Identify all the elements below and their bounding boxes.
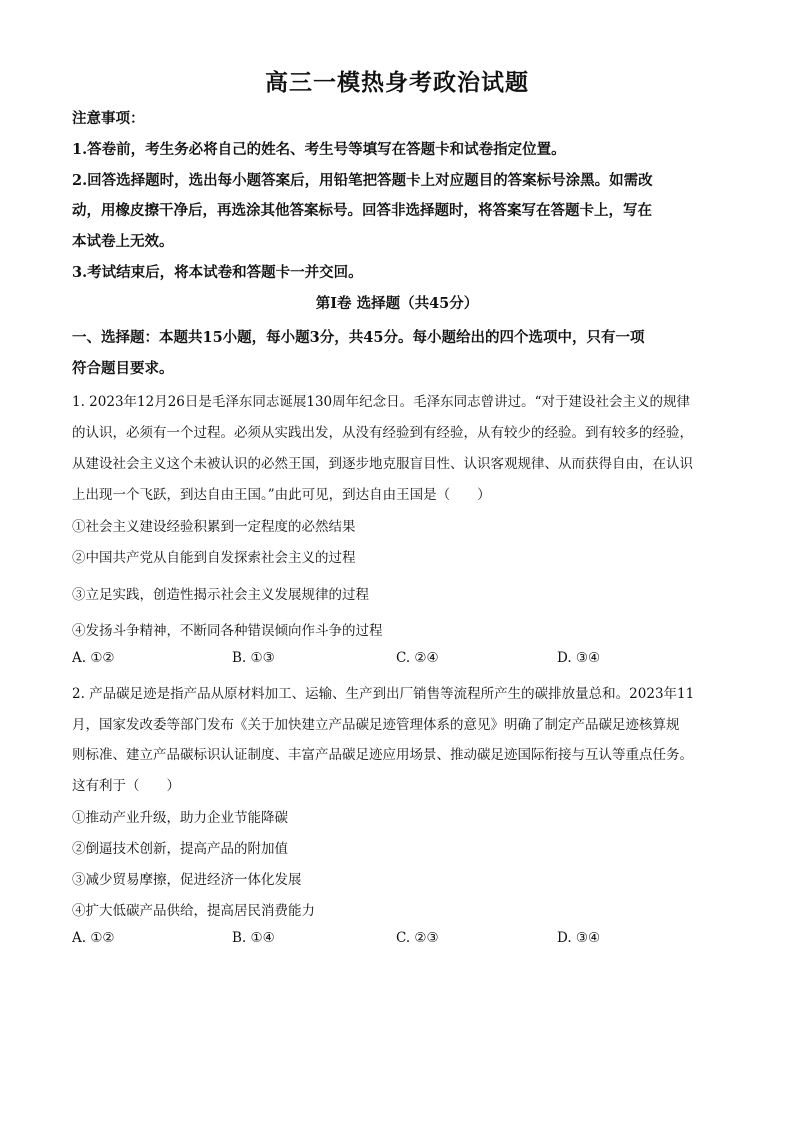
section-instruction: 一、选择题：本题共15小题，每小题3分，共45分。每小题给出的四个选项中，只有一项 bbox=[72, 329, 645, 346]
note-line: 1.答卷前，考生务必将自己的姓名、考生号等填写在答题卡和试卷指定位置。 bbox=[72, 141, 566, 158]
section-instruction: 符合题目要求。 bbox=[72, 360, 174, 377]
page-title: 高三一模热身考政治试题 bbox=[265, 69, 529, 96]
q1-choice-d[interactable]: D. ③④ bbox=[557, 650, 601, 666]
q1-choice-a[interactable]: A. ①② bbox=[72, 650, 115, 666]
q1-stem-line: 的认识，必须有一个过程。必须从实践出发，从没有经验到有经验，从有较少的经验。到有较多的经验， bbox=[72, 425, 693, 441]
q2-stem-line: 则标准、建立产品碳标识认证制度、丰富产品碳足迹应用场景、推动碳足迹国际衔接与互认等重点任务。 bbox=[72, 747, 693, 763]
q2-choice-b[interactable]: B. ①④ bbox=[232, 930, 275, 946]
note-line: 3.考试结束后，将本试卷和答题卡一并交回。 bbox=[72, 264, 363, 281]
q1-option: ①社会主义建设经验积累到一定程度的必然结果 bbox=[72, 519, 356, 535]
note-line: 2.回答选择题时，选出每小题答案后，用铅笔把答题卡上对应题目的答案标号涂黑。如需改 bbox=[72, 172, 653, 189]
q1-option: ④发扬斗争精神，不断同各种错误倾向作斗争的过程 bbox=[72, 623, 383, 639]
q2-choice-d[interactable]: D. ③④ bbox=[557, 930, 601, 946]
notes-heading: 注意事项： bbox=[72, 110, 145, 127]
q1-option: ②中国共产党从自能到自发探索社会主义的过程 bbox=[72, 550, 356, 566]
q2-choice-c[interactable]: C. ②③ bbox=[396, 930, 439, 946]
q1-choice-c[interactable]: C. ②④ bbox=[396, 650, 439, 666]
q2-stem-line: 这有利于（ ） bbox=[72, 778, 180, 794]
q2-option: ③减少贸易摩擦，促进经济一体化发展 bbox=[72, 872, 302, 888]
part-heading: 第Ⅰ卷 选择题（共45分） bbox=[315, 295, 479, 312]
q1-choice-b[interactable]: B. ①③ bbox=[232, 650, 275, 666]
q2-stem-line: 月，国家发改委等部门发布《关于加快建立产品碳足迹管理体系的意见》明确了制定产品碳足迹核算规 bbox=[72, 717, 680, 733]
q1-stem-line: 1. 2023年12月26日是毛泽东同志诞展130周年纪念日。毛泽东同志曾讲过。“对于建设社会主义的规律 bbox=[72, 394, 691, 410]
q1-stem-line: 从建设社会主义这个未被认识的必然王国，到逐步地克服盲目性、认识客观规律、从而获得自由，在认识 bbox=[72, 456, 693, 472]
q2-stem-line: 2. 产品碳足迹是指产品从原材料加工、运输、生产到出厂销售等流程所产生的碳排放量总和。2023年11 bbox=[72, 686, 695, 702]
q2-option: ①推动产业升级，助力企业节能降碳 bbox=[72, 810, 288, 826]
note-line: 动，用橡皮擦干净后，再选涂其他答案标号。回答非选择题时，将答案写在答题卡上，写在 bbox=[72, 202, 652, 219]
note-line: 本试卷上无效。 bbox=[72, 233, 174, 250]
q1-stem-line: 上出现一个飞跃，到达自由王国。”由此可见，到达自由王国是（ ） bbox=[72, 487, 491, 503]
q1-option: ③立足实践，创造性揭示社会主义发展规律的过程 bbox=[72, 587, 369, 603]
q2-choice-a[interactable]: A. ①② bbox=[72, 930, 115, 946]
q2-option: ②倒逼技术创新，提高产品的附加值 bbox=[72, 841, 288, 857]
q2-option: ④扩大低碳产品供给，提高居民消费能力 bbox=[72, 903, 315, 919]
